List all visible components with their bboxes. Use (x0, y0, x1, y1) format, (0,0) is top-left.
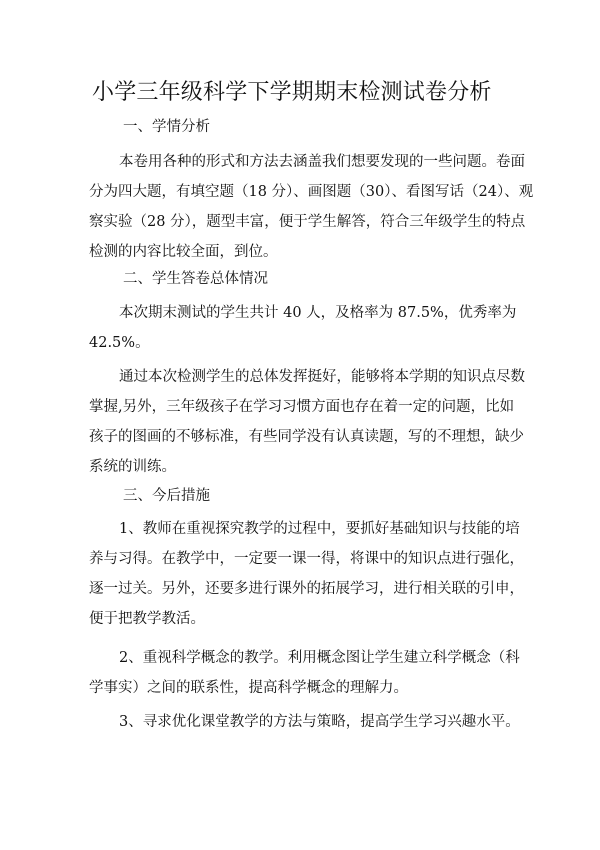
paragraph-exam-overview (89, 147, 534, 267)
paragraph-line: 3、寻求优化课堂教学的方法与策略，提高学生学习兴趣水平。 (119, 714, 520, 730)
section-heading-student-analysis: 一、学情分析 (123, 119, 210, 135)
paragraph-line: 逐一过关。另外，还要多进行课外的拓展学习，进行相关联的引申， (89, 581, 524, 597)
paragraph-measure-three (89, 707, 519, 737)
paragraph-performance-review (89, 362, 525, 482)
paragraph-line: 便于把教学教活。 (89, 611, 205, 627)
paragraph-line: 掌握,另外，三年级孩子在学习习惯方面也存在着一定的问题，比如 (89, 399, 515, 415)
paragraph-line: 养与习得。在教学中，一定要一课一得，将课中的知识点进行强化， (89, 551, 524, 567)
paragraph-line: 系统的训练。 (89, 459, 176, 475)
paragraph-line: 分为四大题，有填空题（18 分）、画图题（30）、看图写话（24）、观 (89, 184, 534, 200)
paragraph-pass-rate (89, 298, 519, 358)
paragraph-measure-two (89, 643, 519, 703)
section-heading-future-measures: 三、今后措施 (123, 488, 210, 504)
paragraph-line: 学事实）之间的联系性，提高科学概念的理解力。 (89, 680, 408, 696)
paragraph-line: 1、教师在重视探究教学的过程中，要抓好基础知识与技能的培 (119, 521, 520, 537)
paragraph-line: 42.5%。 (89, 335, 150, 351)
paragraph-line: 检测的内容比较全面，到位。 (89, 244, 278, 260)
paragraph-measure-one (89, 514, 524, 634)
section-heading-answer-summary: 二、学生答卷总体情况 (123, 271, 268, 287)
paragraph-line: 通过本次检测学生的总体发挥挺好，能够将本学期的知识点尽数 (119, 369, 525, 385)
paragraph-line: 2、重视科学概念的教学。利用概念图让学生建立科学概念（科 (119, 650, 520, 666)
paragraph-line: 察实验（28 分），题型丰富，便于学生解答，符合三年级学生的特点 (89, 214, 526, 230)
paragraph-line: 本卷用各种的形式和方法去涵盖我们想要发现的一些问题。卷面 (119, 154, 525, 170)
paragraph-line: 孩子的图画的不够标准，有些同学没有认真读题，写的不理想，缺少 (89, 429, 524, 445)
paragraph-line: 本次期末测试的学生共计 40 人，及格率为 87.5%，优秀率为 (119, 305, 517, 321)
document-title: 小学三年级科学下学期期末检测试卷分析 (92, 80, 492, 105)
